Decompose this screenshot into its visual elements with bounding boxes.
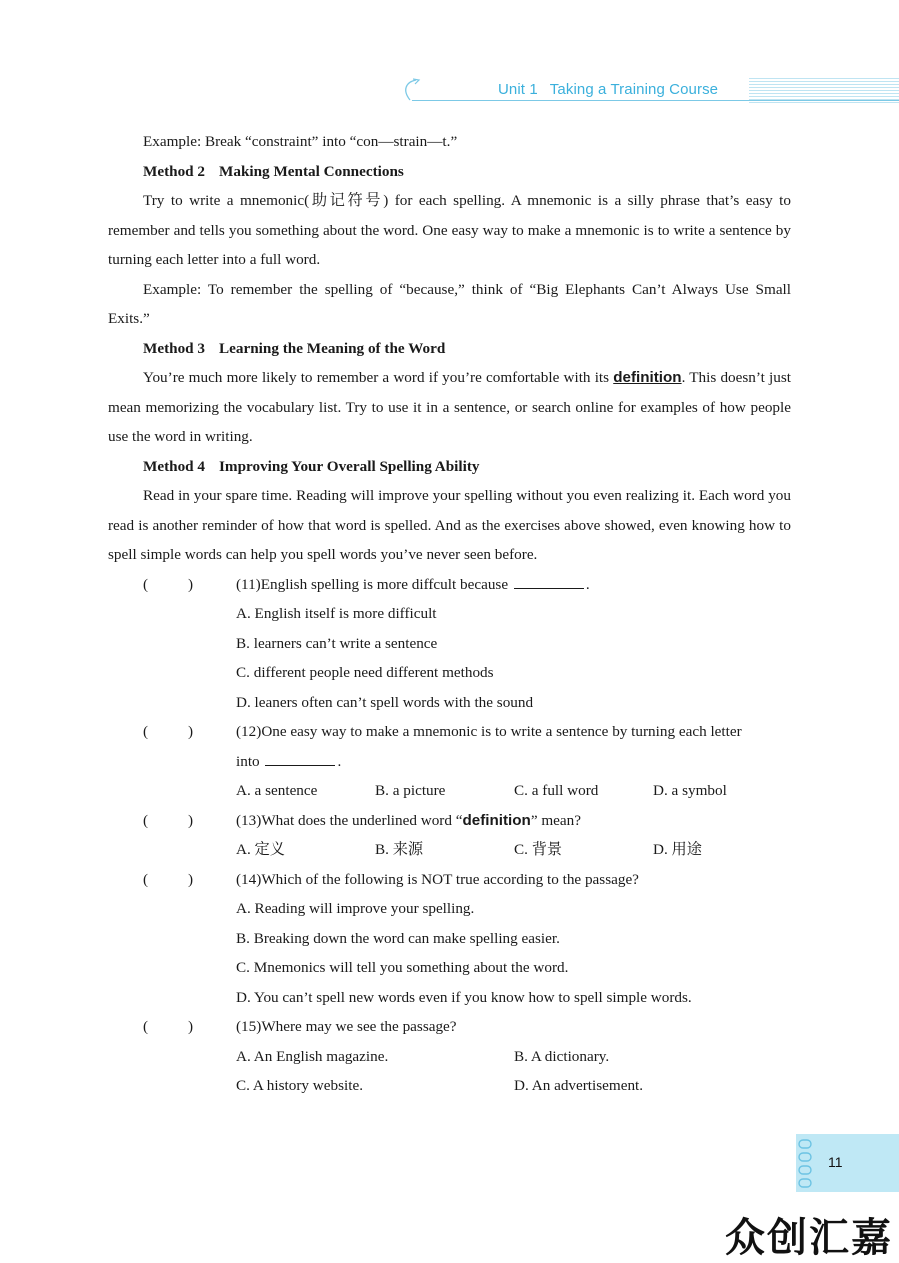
- option-d: D. An advertisement.: [514, 1077, 644, 1094]
- running-header: [400, 78, 899, 104]
- answer-bracket-open: (: [143, 870, 149, 888]
- answer-bracket-close: ): [188, 575, 194, 593]
- option-b: B. a picture: [375, 782, 446, 799]
- option-b: B. 来源: [375, 841, 424, 858]
- option-b: B. learners can’t write a sentence: [236, 634, 438, 652]
- answer-bracket-open: (: [143, 1018, 149, 1035]
- page-number: 11: [828, 1154, 843, 1170]
- quoted-word: definition: [462, 811, 531, 829]
- underlined-word-definition: definition: [613, 369, 682, 386]
- answer-bracket-open: (: [143, 811, 149, 829]
- method-2-title: Making Mental Connections: [219, 162, 404, 180]
- question-number: (13): [236, 811, 262, 829]
- option-a: A. An English magazine.: [236, 1047, 389, 1065]
- question-12: [108, 717, 791, 747]
- question-number: (11): [236, 575, 261, 593]
- question-stem: One easy way to make a mnemonic is to write a sentence by turning each letter: [261, 723, 742, 740]
- answer-bracket-close: ): [188, 811, 194, 829]
- option-a: A. 定义: [236, 841, 285, 858]
- option-a: A. a sentence: [236, 782, 318, 799]
- watermark-logo: 众创汇嘉: [725, 1215, 893, 1261]
- question-stem: Where may we see the passage?: [261, 1018, 457, 1035]
- question-12-continuation: [108, 747, 791, 777]
- option-c: C. different people need different methods: [236, 664, 494, 681]
- question-15: [108, 1012, 791, 1042]
- answer-bracket-open: (: [143, 723, 149, 740]
- header-rule: [412, 100, 899, 101]
- question-stem: Which of the following is NOT true according to the passage?: [261, 870, 639, 888]
- header-unit: Unit 1: [498, 81, 538, 98]
- option-b: B. A dictionary.: [514, 1047, 610, 1065]
- header-unit-title: Taking a Training Course: [549, 81, 719, 98]
- options-row: [108, 1042, 791, 1072]
- method-3-paragraph: [108, 363, 791, 452]
- header-title: [498, 81, 718, 98]
- option-d: D. leaners often can’t spell words with the sound: [236, 693, 534, 711]
- option-d: D. 用途: [653, 841, 702, 858]
- question-13: [108, 806, 791, 836]
- page-content: [108, 127, 791, 1101]
- question-14: [108, 865, 791, 895]
- question-stem-2: into: [236, 752, 260, 770]
- option-d: D. a symbol: [653, 782, 727, 799]
- answer-bracket-open: (: [143, 575, 149, 593]
- question-end: .: [337, 752, 342, 770]
- option-b: B. Breaking down the word can make spelling easier.: [236, 929, 560, 947]
- method-4-heading: [108, 452, 791, 482]
- options-row: [108, 835, 791, 865]
- method-3-label: Method 3: [143, 339, 206, 357]
- method-3-text-b: . This doesn’t just mean memorizing the vocabulary list. Try to use it in a sentence, or search online for examples of how people use the word in writing.: [108, 369, 791, 445]
- option-c: C. A history website.: [236, 1077, 363, 1094]
- method-4-label: Method 4: [143, 457, 206, 475]
- method-3-text-a: You’re much more likely to remember a word if you’re comfortable with its: [143, 369, 614, 386]
- question-number: (12): [236, 723, 262, 740]
- question-stem-a: What does the underlined word “: [261, 811, 463, 829]
- answer-bracket-close: ): [188, 870, 194, 888]
- question-number: (15): [236, 1018, 262, 1035]
- method-2-label: Method 2: [143, 162, 206, 180]
- option-c: C. a full word: [514, 782, 599, 799]
- method-3-title: Learning the Meaning of the Word: [219, 339, 446, 357]
- question-11: [108, 570, 791, 600]
- decorative-rings-icon: [796, 1138, 814, 1190]
- option-a: A. English itself is more difficult: [236, 605, 437, 622]
- example-2: Example: To remember the spelling of “because,” think of “Big Elephants Can’t Always Use Small Exits.”: [108, 280, 791, 327]
- option-a: A. Reading will improve your spelling.: [236, 900, 475, 917]
- method-4-paragraph: Read in your spare time. Reading will improve your spelling without you even realizing it. Each word you read is another reminder of how that word is spelled. And as the exercises above showed, even knowing how to spell simple words can help you spell words you’ve never seen before.: [108, 487, 791, 563]
- options-row: [108, 1071, 791, 1101]
- method-2-heading: [108, 157, 791, 187]
- option-c: C. Mnemonics will tell you something about the word.: [236, 959, 569, 976]
- example-1: Example: Break “constraint” into “con—strain—t.”: [143, 133, 458, 150]
- page-number-tab: [796, 1134, 899, 1192]
- answer-bracket-close: ): [188, 723, 194, 740]
- method-4-title: Improving Your Overall Spelling Ability: [219, 457, 480, 475]
- question-end: .: [585, 575, 590, 593]
- question-number: (14): [236, 870, 262, 888]
- option-d: D. You can’t spell new words even if you know how to spell simple words.: [236, 988, 692, 1006]
- option-c: C. 背景: [514, 841, 563, 858]
- method-3-heading: [108, 334, 791, 364]
- question-stem-b: ” mean?: [530, 811, 581, 829]
- method-2-paragraph: Try to write a mnemonic(助记符号) for each spelling. A mnemonic is a silly phrase that’s easy to remember and tells you something about the word. One easy way to make a mnemonic is to write a sentence by turning each letter into a full word.: [108, 192, 791, 268]
- answer-bracket-close: ): [188, 1018, 194, 1035]
- question-stem: English spelling is more diffcult because: [260, 575, 509, 593]
- answer-blank: [514, 573, 584, 589]
- options-row: [108, 776, 791, 806]
- answer-blank: [265, 750, 335, 766]
